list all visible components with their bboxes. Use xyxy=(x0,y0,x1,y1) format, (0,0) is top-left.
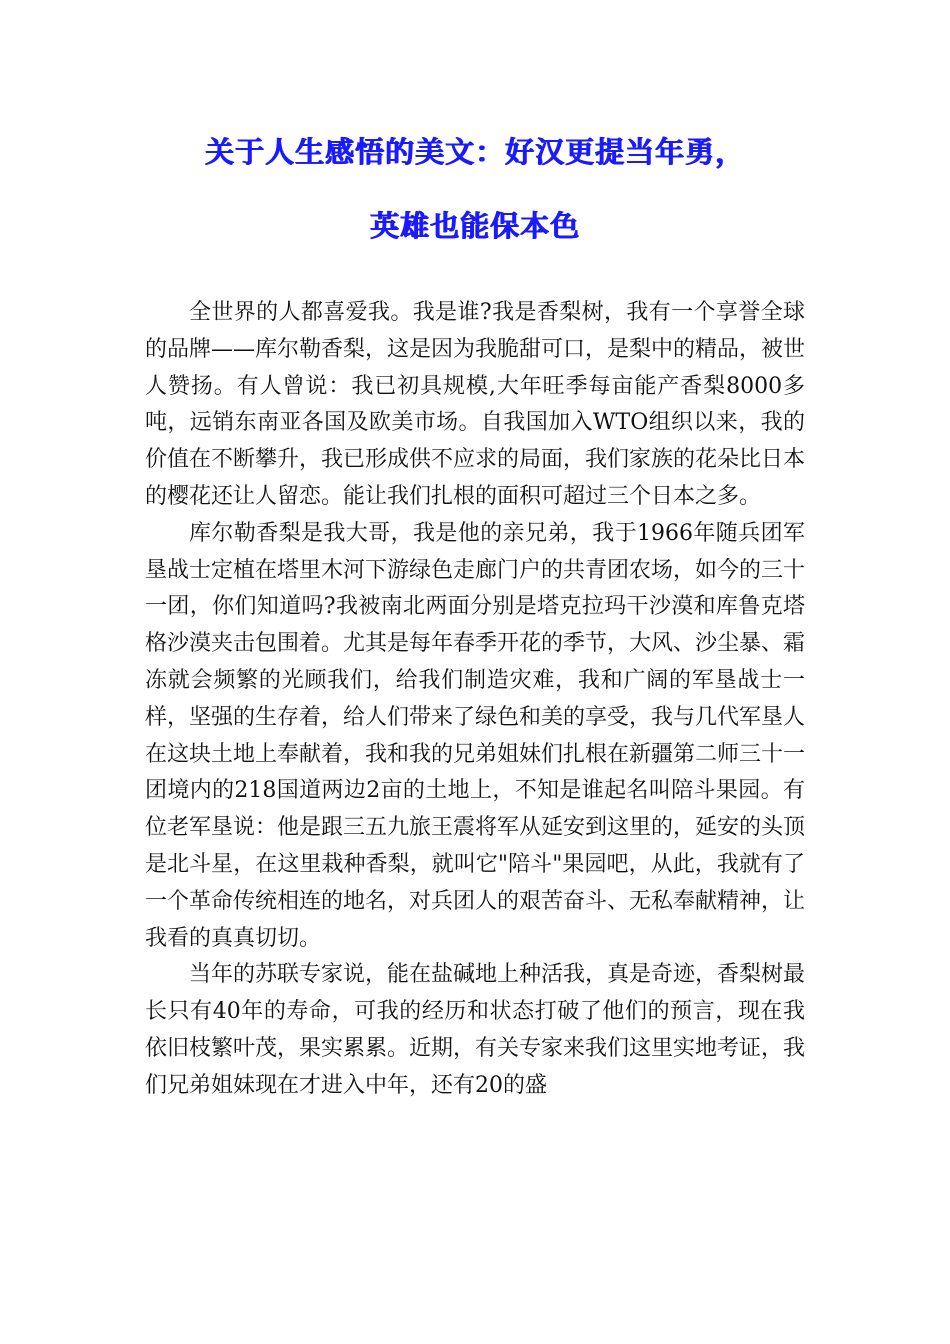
document-body xyxy=(145,295,805,1105)
paragraph-3: 当年的苏联专家说，能在盐碱地上种活我，真是奇迹，香梨树最长只有40年的寿命，可我的经历和状态打破了他们的预言，现在我依旧枝繁叶茂，果实累累。近期，有关专家来我们这里实地考证，我们兄弟姐妹现在才进入中年，还有20的盛 xyxy=(145,962,806,1098)
paragraph-1: 全世界的人都喜爱我。我是谁?我是香梨树，我有一个享誉全球的品牌——库尔勒香梨，这是因为我脆甜可口，是梨中的精品，被世人赞扬。有人曾说：我已初具规模,大年旺季每亩能产香梨8000多吨，远销东南亚各国及欧美市场。自我国加入WTO组织以来，我的价值在不断攀升，我已形成供不应求的局面，我们家族的花朵比日本的樱花还让人留恋。能让我们扎根的面积可超过三个日本之多。 xyxy=(145,300,806,509)
paragraph-2: 库尔勒香梨是我大哥，我是他的亲兄弟，我于1966年随兵团军垦战士定植在塔里木河下游绿色走廊门户的共青团农场，如今的三十一团，你们知道吗?我被南北两面分别是塔克拉玛干沙漠和库鲁克塔格沙漠夹击包围着。尤其是每年春季开花的季节，大风、沙尘暴、霜冻就会频繁的光顾我们，给我们制造灾难，我和广阔的军垦战士一样，坚强的生存着，给人们带来了绿色和美的享受，我与几代军垦人在这块土地上奉献着，我和我的兄弟姐妹们扎根在新疆第二师三十一团境内的218国道两边2亩的土地上，不知是谁起名叫陪斗果园。有位老军垦说：他是跟三五九旅王震将军从延安到这里的，延安的头顶是北斗星，在这里栽种香梨，就叫它"陪斗"果园吧，从此，我就有了一个革命传统相连的地名，对兵团人的艰苦奋斗、无私奉献精神，让我看的真真切切。 xyxy=(145,520,806,951)
document-title-line-1: 关于人生感悟的美文：好汉更提当年勇， xyxy=(204,135,745,169)
document-title-line-2: 英雄也能保本色 xyxy=(369,209,580,243)
